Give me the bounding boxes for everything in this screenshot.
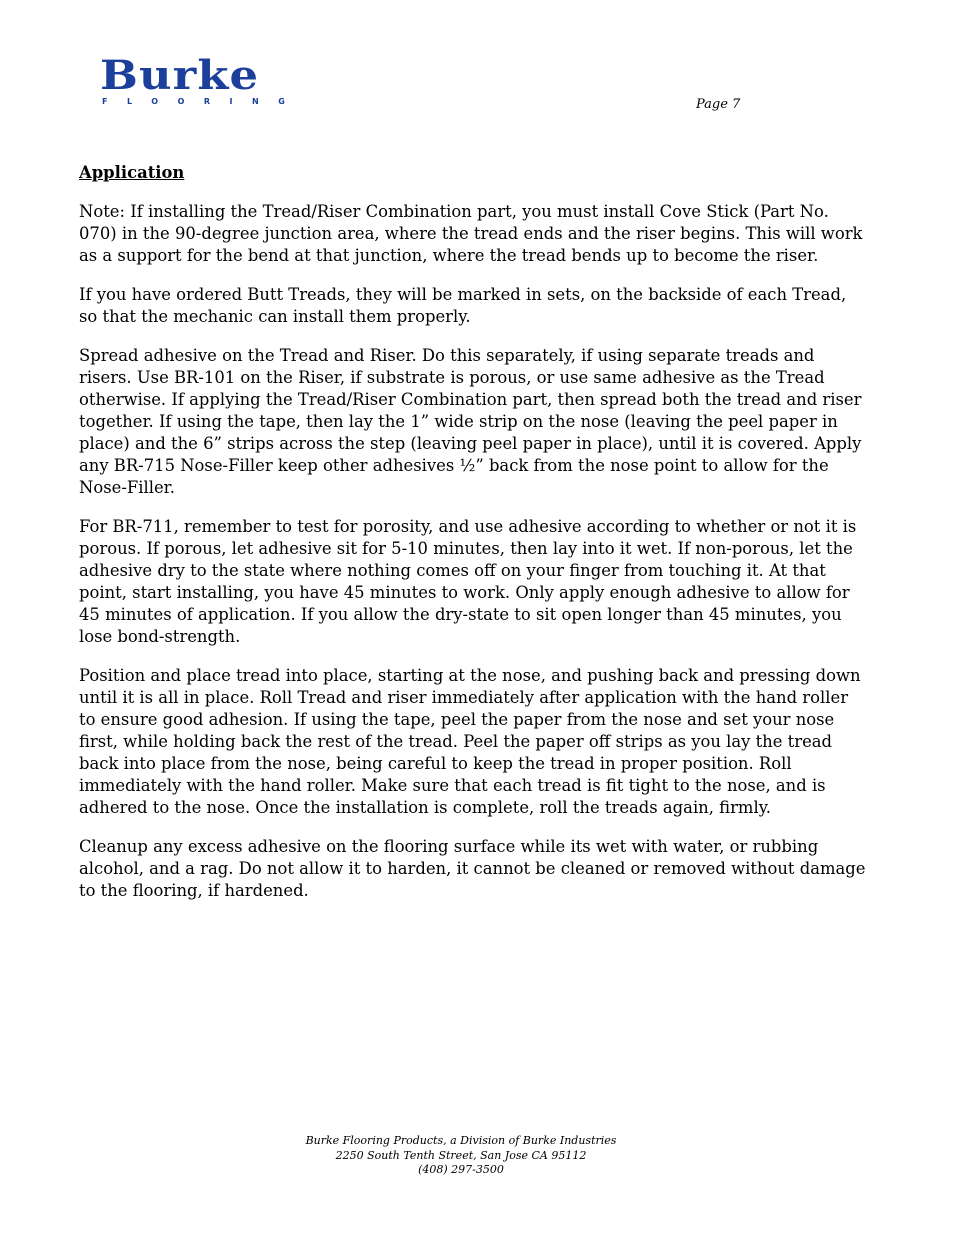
paragraph-note: Note: If installing the Tread/Riser Combination part, you must install Cove Stick (Part No. 070) in the 90-degree junction area, where the tread ends and the riser begins. This will work as a support for the bend at that junction, where the tread bends up to become the riser.: [79, 202, 863, 265]
document-body: [79, 162, 869, 919]
paragraph-position-tread: Position and place tread into place, starting at the nose, and pushing back and pressing down until it is all in place. Roll Tread and riser immediately after application with the hand roller to ensure good adhesion. If using the tape, peel the paper from the nose and set your nose first, while holding back the rest of the tread. Peel the paper off strips as you lay the tread back into place from the nose, being careful to keep the tread in proper position. Roll immediately with the hand roller. Make sure that each tread is fit tight to the nose, and is adhered to the nose. Once the installation is complete, roll the treads again, firmly.: [79, 666, 861, 817]
footer-address-line: 2250 South Tenth Street, San Jose CA 95112: [335, 1148, 587, 1162]
section-heading: Application: [79, 163, 185, 182]
footer-company-line: Burke Flooring Products, a Division of Burke Industries: [305, 1134, 617, 1147]
paragraph-spread-adhesive: Spread adhesive on the Tread and Riser. Do this separately, if using separate treads and risers. Use BR-101 on the Riser, if substrate is porous, or use same adhesive as the Tread otherwise. If applying the Tread/Riser Combination part, then spread both the tread and riser together. If using the tape, then lay the 1” wide strip on the nose (leaving the peel paper in place) and the 6” strips across the step (leaving peel paper in place), until it is covered. Apply any BR-715 Nose-Filler keep other adhesives ½” back from the nose point to allow for the Nose-Filler.: [79, 346, 862, 497]
page-number: Page 7: [696, 97, 741, 112]
logo-brand-text: Burke: [100, 52, 260, 99]
paragraph-cleanup: Cleanup any excess adhesive on the flooring surface while its wet with water, or rubbing alcohol, and a rag. Do not allow it to harden, it cannot be cleaned or removed without damage to the flooring, if hardened.: [79, 837, 866, 900]
logo-subtitle-text: FLOORING: [102, 97, 305, 106]
burke-flooring-logo: [100, 52, 305, 110]
paragraph-br-711: For BR-711, remember to test for porosity, and use adhesive according to whether or not it is porous. If porous, let adhesive sit for 5-10 minutes, then lay into it wet. If non-porous, let the adhesive dry to the state where nothing comes off on your finger from touching it. At that point, start installing, you have 45 minutes to work. Only apply enough adhesive to allow for 45 minutes of application. If you allow the dry-state to sit open longer than 45 minutes, you lose bond-strength.: [79, 517, 857, 646]
footer-phone-line: (408) 297-3500: [418, 1163, 504, 1176]
page-footer: [0, 1134, 922, 1178]
paragraph-butt-treads: If you have ordered Butt Treads, they will be marked in sets, on the backside of each Tread, so that the mechanic can install them properly.: [79, 285, 847, 326]
